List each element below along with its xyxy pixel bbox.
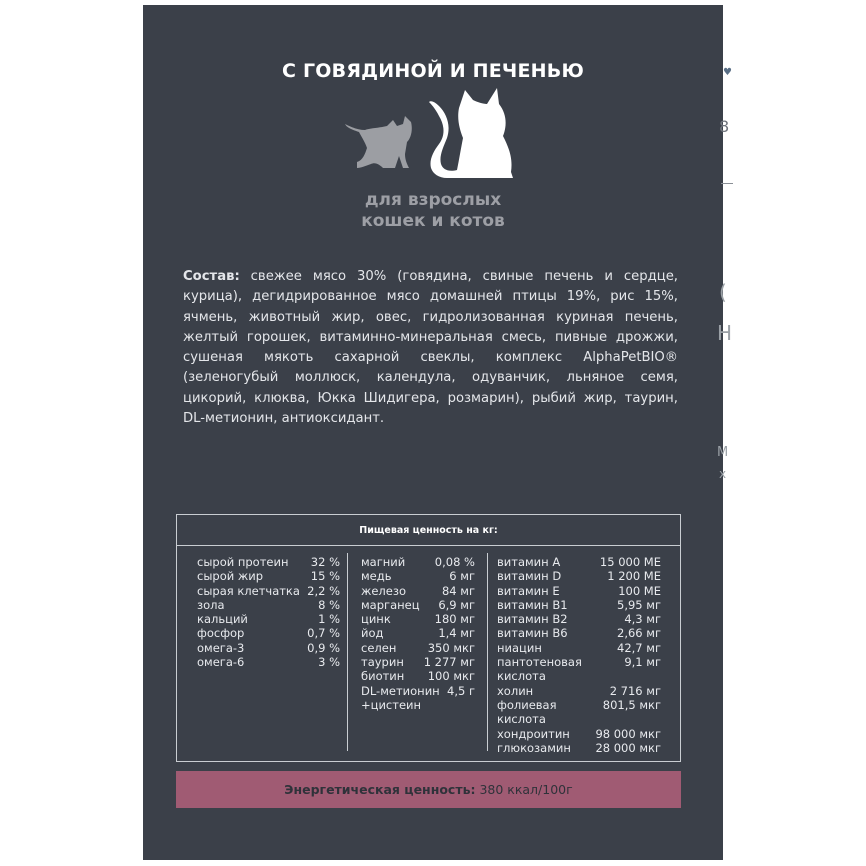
nutrient-value: 15 % [310,569,340,584]
nutrient-name: витамин D [497,569,562,584]
nutrient-name: сырой протеин [197,555,289,569]
nutrient-name: кальций [197,612,248,627]
nutrient-value: 0,9 % [307,640,340,655]
nutrition-table [176,514,681,762]
nutrient-value: 2,66 мг [617,626,661,641]
nutrient-row [361,669,475,683]
nutrient-row [497,626,661,640]
edge-fragment: M [717,445,729,460]
nutrient-row [497,584,661,598]
nutrient-name: кислота [497,712,546,727]
nutrient-name: ниацин [497,640,542,655]
nutrient-name: сырой жир [197,569,264,584]
edge-fragment: ( [719,280,727,304]
nutrient-row [361,555,475,569]
nutrient-row [197,598,340,612]
nutrient-value: 6 мг [449,569,475,584]
nutrient-name: витамин B6 [497,626,568,641]
nutrient-name: витамин E [497,583,560,598]
nutrient-name: фолиевая [497,697,557,712]
nutrient-name: омега-3 [197,640,245,655]
edge-fragment: x [719,467,727,481]
nutrient-name: магний [361,555,406,569]
nutrient-value: 3 % [318,655,340,670]
sitting-cat-silhouette-icon [429,88,513,178]
nutrient-value: 100 мкг [427,669,475,684]
product-title: С ГОВЯДИНОЙ И ПЕЧЕНЬЮ [282,60,584,82]
nutrient-value: 8 % [318,597,340,612]
nutrient-value: 0,7 % [307,626,340,641]
nutrient-name: биотин [361,669,405,684]
nutrient-value: 100 МЕ [618,583,661,598]
nutrient-value: 180 мг [434,612,475,627]
audience-line-2: кошек и котов [361,211,505,231]
adjacent-page-edge [717,5,866,860]
nutrient-value: 84 мг [441,583,475,598]
nutrient-row [197,584,340,598]
nutrient-name: зола [197,597,225,612]
nutrient-row [197,655,340,669]
nutrient-value: 1 277 мг [423,655,475,670]
nutrient-value: 6,9 мг [438,597,475,612]
divider [347,553,348,751]
nutrient-row [197,626,340,640]
ingredients-text: свежее мясо 30% (говядина, свиные печень и сердце, курица), дегидрированное мясо домашней птицы 19%, рис 15%, ячмень, животный жир, овес, гидролизованная куриная печень, желтый горошек, витаминно-минеральная смесь, пивные дрожжи, сушеная мякоть сахарной свеклы, комплекс AlphaPetBIO® (зеленогубый моллюск, календула, одуванчик, льняное семя, цикорий, клюква, Юкка Шидигера, розмарин), рыбий жир, таурин, DL-метионин, антиоксидант. [183,269,678,427]
nutrient-value: 1 200 МЕ [607,569,661,584]
nutrient-name: фосфор [197,626,245,641]
nutrient-value: 28 000 мкг [595,740,661,755]
nutrient-name: медь [361,569,392,584]
nutrient-name: DL-метионин [361,683,440,698]
nutrient-row [497,698,661,712]
nutrient-row [361,598,475,612]
nutrient-name: хондроитин [497,726,570,741]
nutrition-table-title: Пищевая ценность на кг: [359,525,498,536]
nutrient-row [497,612,661,626]
nutrient-value: 1,4 мг [438,626,475,641]
nutrient-name: таурин [361,655,404,670]
nutrient-value: 5,95 мг [617,597,661,612]
nutrient-name: +цистеин [361,697,422,712]
nutrient-name: витамин B1 [497,597,568,612]
nutrient-row [497,555,661,569]
nutrient-value: 15 000 МЕ [599,555,661,569]
divider [487,553,488,751]
nutrient-row [497,669,661,683]
nutrient-row [497,569,661,583]
nutrient-name: холин [497,683,534,698]
nutrient-row [197,612,340,626]
nutrient-row [361,626,475,640]
energy-label: Энергетическая ценность: [284,782,476,797]
nutrient-value: 350 мкг [427,640,475,655]
edge-fragment: H [717,321,733,345]
nutrient-value: 9,1 мг [624,655,661,670]
nutrition-column-minerals [361,555,475,712]
nutrient-row [361,584,475,598]
nutrient-name: цинк [361,612,391,627]
nutrient-name: сырая клетчатка [197,583,300,598]
nutrient-name: селен [361,640,397,655]
edge-fragment: 8 [719,117,730,136]
nutrient-value: 0,08 % [434,555,475,569]
nutrient-row [197,641,340,655]
nutrient-row [497,598,661,612]
audience-line-1: для взрослых [364,190,502,210]
nutrient-row [497,641,661,655]
nutrient-name: марганец [361,597,420,612]
nutrient-row [197,569,340,583]
ingredients-paragraph [183,267,678,429]
nutrient-name: йод [361,626,384,641]
nutrient-row [361,569,475,583]
sitting-cat-icon [345,116,412,168]
nutrition-column-macros [197,555,340,669]
nutrient-name: витамин B2 [497,612,568,627]
nutrient-row [497,727,661,741]
nutrient-name: кислота [497,669,546,684]
ingredients-label: Состав: [183,269,240,284]
nutrient-row [361,698,475,712]
cats-illustration [335,82,525,182]
nutrient-row [497,655,661,669]
nutrient-row [361,684,475,698]
nutrient-value: 4,3 мг [624,612,661,627]
heart-icon: ♥ [723,67,732,78]
nutrient-name: омега-6 [197,655,245,670]
nutrient-name: железо [361,583,407,598]
nutrient-value: 32 % [310,555,340,569]
energy-value: 380 ккал/100г [475,782,573,797]
nutrient-value: 4,5 г [447,683,475,698]
nutrient-row [197,555,340,569]
nutrient-name: пантотеновая [497,655,582,670]
nutrient-row [497,741,661,755]
nutrient-row [497,684,661,698]
nutrient-row [497,712,661,726]
nutrient-row [361,612,475,626]
nutrient-value: 801,5 мкг [602,697,661,712]
divider [721,183,733,184]
nutrient-value: 42,7 мг [617,640,661,655]
nutrient-row [361,655,475,669]
nutrient-value: 2 716 мг [609,683,661,698]
nutrition-column-vitamins [497,555,661,755]
audience-caption [143,190,723,232]
nutrient-value: 98 000 мкг [595,726,661,741]
divider [177,545,680,546]
nutrient-name: глюкозамин [497,740,571,755]
nutrient-row [361,641,475,655]
nutrient-value: 1 % [318,612,340,627]
nutrient-value: 2,2 % [307,583,340,598]
nutrient-name: витамин А [497,555,561,569]
energy-value-band [176,771,681,808]
